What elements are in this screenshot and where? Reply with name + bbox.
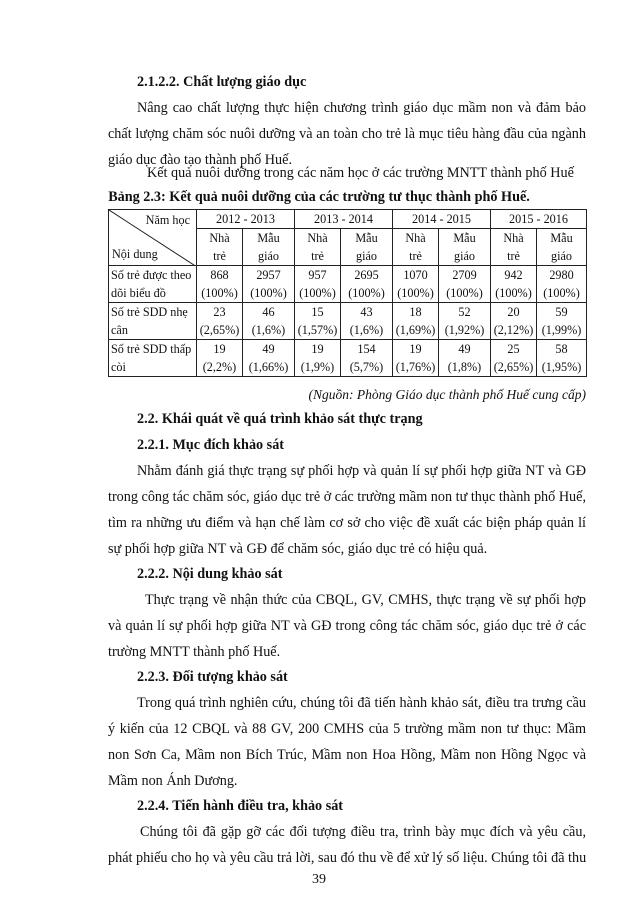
corner-year-label: Năm học — [145, 213, 190, 227]
table-corner-cell — [109, 210, 197, 266]
heading-2-2-4: 2.2.4. Tiến hành điều tra, khảo sát — [137, 798, 344, 814]
table-cell: 23 — [197, 303, 243, 322]
paragraph-line: Chúng tôi đã gặp gỡ các đối tượng điều tra, trình bày mục đích và yêu cầu, — [140, 824, 586, 840]
table-cell: 942 — [491, 266, 537, 285]
table-cell: (1,92%) — [439, 321, 491, 340]
year-header: 2014 - 2015 — [393, 210, 491, 229]
table-cell: (1,6%) — [243, 321, 295, 340]
table-cell: 43 — [341, 303, 393, 322]
table-cell: 25 — [491, 340, 537, 359]
table-cell: 154 — [341, 340, 393, 359]
paragraph-line: ý kiến của 12 CBQL và 88 GV, 200 CMHS của 5 trường mầm non tư thục: Mầm — [108, 721, 586, 737]
table-cell: 1070 — [393, 266, 439, 285]
table-row — [109, 358, 587, 377]
sub-header: trẻ — [393, 247, 439, 266]
sub-header: Mẫu — [439, 229, 491, 248]
table-cell: (1,57%) — [295, 321, 341, 340]
table-cell: (100%) — [197, 284, 243, 303]
table-cell: 49 — [439, 340, 491, 359]
table-cell: (2,65%) — [491, 358, 537, 377]
table-cell: (1,95%) — [537, 358, 587, 377]
table-cell: (100%) — [341, 284, 393, 303]
sub-header: Mẫu — [243, 229, 295, 248]
page-number: 39 — [312, 872, 326, 887]
table-cell: 20 — [491, 303, 537, 322]
year-header: 2012 - 2013 — [197, 210, 295, 229]
table-cell: (1,6%) — [341, 321, 393, 340]
table-cell: (2,12%) — [491, 321, 537, 340]
sub-header: Nhà — [295, 229, 341, 248]
table-cell: (2,2%) — [197, 358, 243, 377]
row-label: dõi biểu đồ — [109, 284, 197, 303]
table-cell: 52 — [439, 303, 491, 322]
table-row — [109, 303, 587, 322]
table-cell: 2709 — [439, 266, 491, 285]
paragraph-line: Kết quả nuôi dưỡng trong các năm học ở các trường MNTT thành phố Huế — [147, 165, 574, 181]
table-cell: (1,69%) — [393, 321, 439, 340]
paragraph-line: non Sơn Ca, Mầm non Bích Trúc, Mầm non Hoa Hồng, Mầm non Hồng Ngọc và — [108, 747, 586, 763]
table-cell: 58 — [537, 340, 587, 359]
row-label: Số trẻ được theo — [109, 266, 197, 285]
table-row — [109, 321, 587, 340]
table-cell: 46 — [243, 303, 295, 322]
table-cell: 19 — [295, 340, 341, 359]
paragraph-line: Nhằm đánh giá thực trạng sự phối hợp và quản lí sự phối hợp giữa NT và GĐ — [137, 463, 586, 479]
paragraph-line: chất lượng chăm sóc nuôi dưỡng và an toàn cho trẻ là mục tiêu hàng đầu của ngành — [108, 126, 586, 142]
sub-header: trẻ — [295, 247, 341, 266]
heading-2-2: 2.2. Khái quát về quá trình khảo sát thực trạng — [137, 411, 423, 427]
sub-header: trẻ — [197, 247, 243, 266]
sub-header: Nhà — [393, 229, 439, 248]
paragraph-line: và quản lí sự phối hợp giữa NT và GĐ trong công tác chăm sóc, giáo dục trẻ ở các — [108, 618, 586, 634]
table-cell: 957 — [295, 266, 341, 285]
sub-header: Nhà — [197, 229, 243, 248]
table-cell: (100%) — [491, 284, 537, 303]
table-cell: (1,66%) — [243, 358, 295, 377]
year-header: 2013 - 2014 — [295, 210, 393, 229]
paragraph-line: giáo dục đào tạo thành phố Huế. — [108, 152, 292, 168]
paragraph-line: phát phiếu cho họ và yêu cầu trả lời, sau đó thu về để xử lý số liệu. Chúng tôi đã thu — [108, 850, 587, 866]
heading-2-2-3: 2.2.3. Đối tượng khảo sát — [137, 669, 288, 685]
row-label: Số trẻ SDD nhẹ — [109, 303, 197, 322]
paragraph-line: sự phối hợp giữa NT và GĐ để chăm sóc, giáo dục trẻ có hiệu quả. — [108, 541, 488, 557]
paragraph-line: trường MNTT thành phố Huế. — [108, 644, 281, 660]
table-cell: 868 — [197, 266, 243, 285]
sub-header: Nhà — [491, 229, 537, 248]
sub-header: giáo — [439, 247, 491, 266]
table-row — [109, 284, 587, 303]
paragraph-line: Thực trạng về nhận thức của CBQL, GV, CMHS, thực trạng về sự phối hợp — [145, 592, 586, 608]
table-cell: 18 — [393, 303, 439, 322]
table-cell: (2,65%) — [197, 321, 243, 340]
table-source-note: (Nguồn: Phòng Giáo dục thành phố Huế cung cấp) — [308, 387, 586, 402]
paragraph-line: Mầm non Ánh Dương. — [108, 773, 238, 789]
table-cell: 19 — [393, 340, 439, 359]
table-row — [109, 266, 587, 285]
paragraph-line: Trong quá trình nghiên cứu, chúng tôi đã tiến hành khảo sát, điều tra trưng cầu — [137, 695, 586, 711]
row-label: cân — [109, 321, 197, 340]
table-cell: 15 — [295, 303, 341, 322]
heading-2-2-2: 2.2.2. Nội dung khảo sát — [137, 566, 283, 582]
table-cell: (100%) — [295, 284, 341, 303]
sub-header: giáo — [537, 247, 587, 266]
table-caption: Bảng 2.3: Kết quả nuôi dưỡng của các trường tư thục thành phố Huế. — [108, 189, 530, 205]
sub-header: giáo — [243, 247, 295, 266]
table-cell: 59 — [537, 303, 587, 322]
table-cell: (100%) — [439, 284, 491, 303]
paragraph-line: tìm ra những ưu điểm và hạn chế làm cơ sở cho việc đề xuất các biện pháp quản lí — [108, 515, 586, 531]
table-cell: (100%) — [243, 284, 295, 303]
table-cell: (100%) — [393, 284, 439, 303]
sub-header: trẻ — [491, 247, 537, 266]
table-cell: (1,8%) — [439, 358, 491, 377]
table-cell: (5,7%) — [341, 358, 393, 377]
table-cell: (1,76%) — [393, 358, 439, 377]
table-cell: (1,9%) — [295, 358, 341, 377]
row-label: Số trẻ SDD thấp — [109, 340, 197, 359]
sub-header: Mẫu — [537, 229, 587, 248]
row-label: còi — [109, 358, 197, 377]
table-row — [109, 340, 587, 359]
table-cell: (100%) — [537, 284, 587, 303]
heading-2-1-2-2: 2.1.2.2. Chất lượng giáo dục — [137, 74, 307, 90]
heading-2-2-1: 2.2.1. Mục đích khảo sát — [137, 437, 285, 453]
table-cell: (1,99%) — [537, 321, 587, 340]
nutrition-results-table — [108, 209, 587, 377]
table-cell: 2695 — [341, 266, 393, 285]
table-cell: 2980 — [537, 266, 587, 285]
sub-header: Mẫu — [341, 229, 393, 248]
table-cell: 19 — [197, 340, 243, 359]
paragraph-line: trong công tác chăm sóc, giáo dục trẻ ở các trường mầm non tư thục thành phố Huế, — [108, 489, 586, 505]
table-cell: 49 — [243, 340, 295, 359]
corner-content-label: Nội dung — [112, 247, 158, 261]
table-cell: 2957 — [243, 266, 295, 285]
sub-header: giáo — [341, 247, 393, 266]
paragraph-line: Nâng cao chất lượng thực hiện chương trình giáo dục mầm non và đảm bảo — [137, 100, 586, 116]
year-header: 2015 - 2016 — [491, 210, 587, 229]
